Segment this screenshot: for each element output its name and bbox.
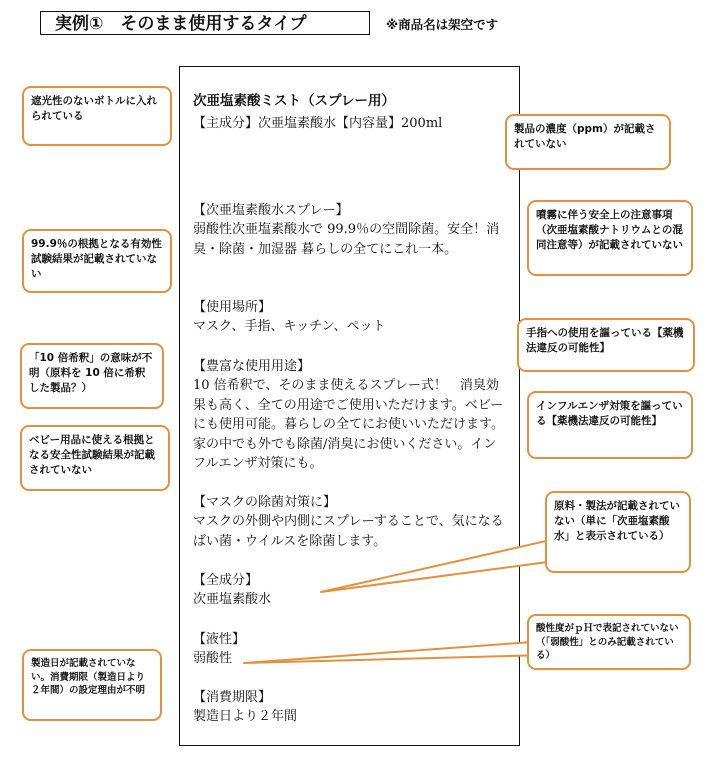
callout-right-hand-use: 手指への使用を謳っている【薬機法違反の可能性】 [517,318,695,372]
page-title: 実例① そのまま使用するタイプ [40,11,370,35]
product-name: 次亜塩素酸ミスト（スプレー用） [193,93,395,109]
section-heading-spray: 【次亜塩素酸水スプレー】 [193,203,349,218]
section-body-expiry: 製造日より２年間 [193,709,298,724]
section-heading-mask: 【マスクの除菌対策に】 [193,495,337,510]
callout-right-ph: 酸性度がｐＨで表記されていない（「弱酸性」とのみ記載されている） [527,614,691,670]
section-heading-expiry: 【消費期限】 [193,690,272,705]
callout-left-baby-safety: ベビー用品に使える根拠となる安全性試験結果が記載されていない [20,425,170,491]
section-heading-uses: 【豊富な使用用途】 [193,359,311,374]
callout-left-dilution: 「10 倍希釈」の意味が不明（原料を 10 倍に希釈した製品？） [20,343,164,409]
section-body-uses: 10 倍希釈で、そのまま使えるスプレー式！ 消臭効果も高く、全ての用途でご使用いただけます。ベビーにも使用可能。暮らしの全てにお使いいただけます。家の中でも外でも除菌/消臭にお使いください。インフルエンザ対策にも。 [193,378,504,471]
section-body-spray: 弱酸性次亜塩素酸水で 99.9％の空間除菌。安全！消臭・除菌・加湿器 暮らしの全てにこれ一本。 [193,222,500,257]
section-heading-usage-place: 【使用場所】 [193,300,272,315]
callout-right-raw-material: 原料・製法が記載されていない（単に「次亜塩素酸水」と表示されている） [545,491,691,573]
callout-right-concentration: 製品の濃度（ppm）が記載されていない [505,114,671,170]
callout-right-influenza: インフルエンザ対策を謳っている【薬機法違反の可能性】 [527,391,693,459]
section-heading-liquid-property: 【液性】 [193,632,246,647]
callout-left-bottle: 遮光性のないボトルに入れられている [22,86,172,146]
callout-right-safety: 噴霧に伴う安全上の注意事項（次亜塩素酸ナトリウムとの混同注意等）が記載されていない [527,200,693,276]
section-heading-ingredients: 【全成分】 [193,573,259,588]
callout-left-efficacy: 99.9％の根拠となる有効性試験結果が記載されていない [22,229,172,293]
main-ingredient-line: 【主成分】次亜塩素酸水【内容量】200ml [193,116,443,131]
fictitious-name-note: ※商品名は架空です [386,17,499,32]
section-body-usage-place: マスク、手指、キッチン、ペット [193,319,386,334]
callout-left-expiry: 製造日が記載されていない。消費期限（製造日より２年間）の設定理由が不明 [22,649,162,721]
section-body-liquid-property: 弱酸性 [193,651,233,666]
section-body-ingredients: 次亜塩素酸水 [193,592,272,607]
section-body-mask: マスクの外側や内側にスプレーすることで、気になるばい菌・ウイルスを除菌します。 [193,514,504,549]
